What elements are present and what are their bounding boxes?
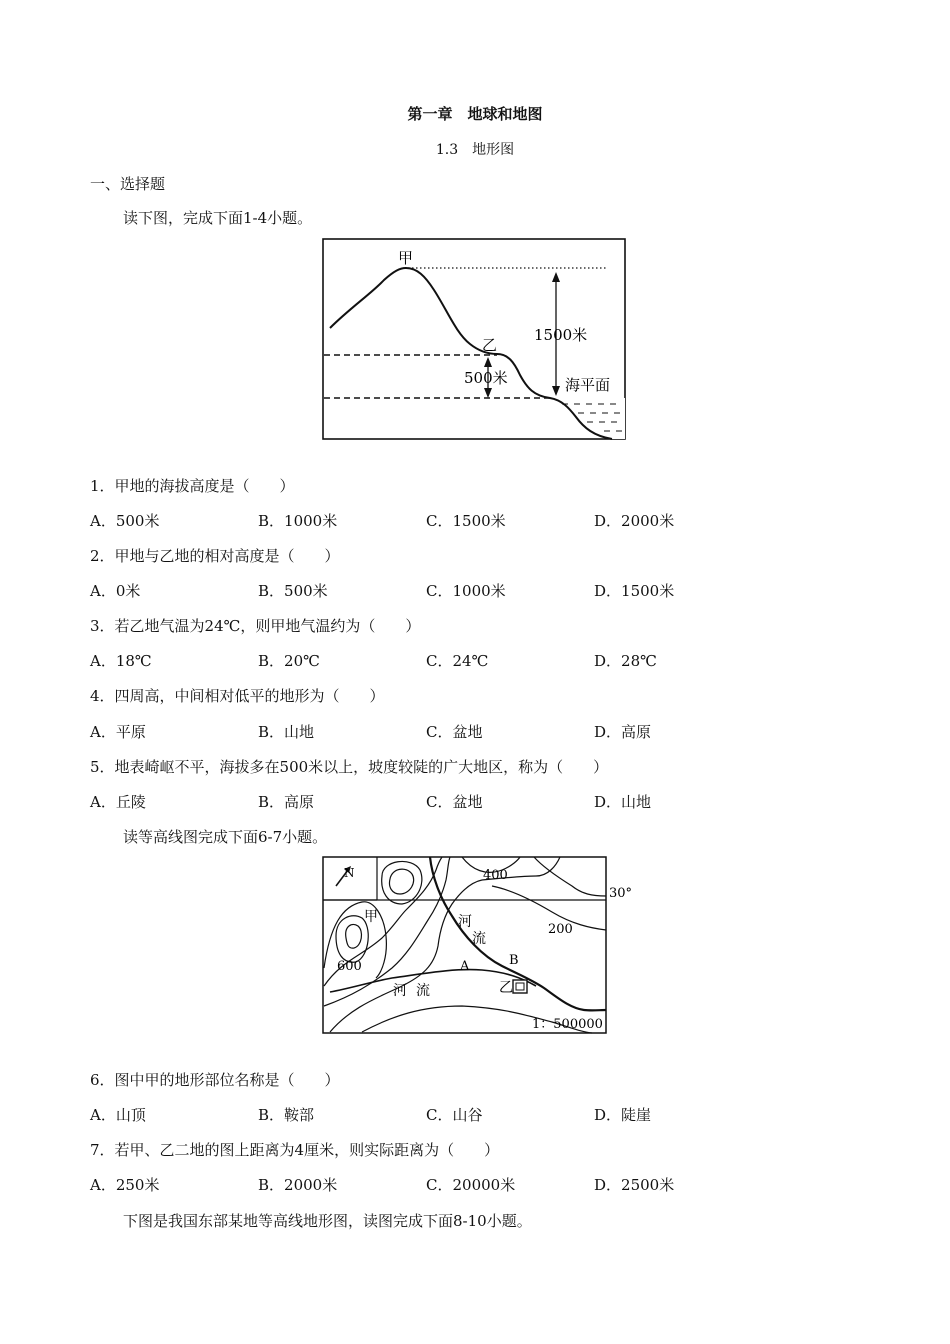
point-b-label: B [509,953,519,968]
yi-label: 乙 [499,980,513,996]
option-c: C．盆地 [426,793,483,811]
option-c: C．盆地 [426,723,483,741]
contour-label-400: 400 [483,868,508,883]
option-a: A．500米 [90,512,160,530]
option-d: D．2500米 [594,1176,675,1194]
option-a: A．平原 [90,723,146,741]
contour-label-200: 200 [548,922,573,937]
jia-label: 甲 [364,909,378,925]
river-label-he-2: 河 [393,983,407,999]
option-c: C．1500米 [426,512,506,530]
option-a: A．18℃ [90,652,152,670]
option-d: D．高原 [594,723,652,741]
option-b: B．1000米 [258,512,338,530]
option-a: A．丘陵 [90,793,146,811]
yi-marker [513,980,527,993]
option-b: B．高原 [258,793,315,811]
option-b: B．鞍部 [258,1106,315,1124]
option-d: D．28℃ [594,652,657,670]
option-d: D．陡崖 [594,1106,652,1124]
option-b: B．山地 [258,723,315,741]
option-c: C．山谷 [426,1106,483,1124]
option-a: A．250米 [90,1176,160,1194]
option-b: B．500米 [258,582,328,600]
option-a: A．山顶 [90,1106,146,1124]
question-stem: 3．若乙地气温为24℃，则甲地气温约为（ ） [90,617,421,635]
height-500-label: 500米 [464,369,508,387]
option-c: C．24℃ [426,652,489,670]
option-b: B．2000米 [258,1176,338,1194]
north-label: N [344,866,355,880]
intro-1-4: 读下图，完成下面1-4小题。 [123,209,313,227]
contour-label-600: 600 [337,959,362,974]
option-a: A．0米 [90,582,141,600]
elevation-profile-figure [322,238,627,441]
section-heading: 一、选择题 [90,175,166,193]
option-c: C．20000米 [426,1176,516,1194]
question-stem: 7．若甲、乙二地的图上距离为4厘米，则实际距离为（ ） [90,1141,500,1159]
option-c: C．1000米 [426,582,506,600]
question-stem: 5．地表崎岖不平，海拔多在500米以上，坡度较陡的广大地区，称为（ ） [90,758,609,776]
river-label-he-1: 河 [458,914,472,930]
option-d: D．2000米 [594,512,675,530]
scale-label: 1：500000 [532,1017,603,1032]
yi-label: 乙 [482,336,498,354]
option-d: D．山地 [594,793,652,811]
peak-label: 甲 [398,249,414,267]
question-stem: 2．甲地与乙地的相对高度是（ ） [90,547,340,565]
section-title: 1.3 地形图 [435,142,515,158]
option-d: D．1500米 [594,582,675,600]
question-stem: 1．甲地的海拔高度是（ ） [90,477,295,495]
contour-map-figure [322,856,636,1036]
point-a-label: A [460,959,470,974]
chapter-title: 第一章 地球和地图 [407,105,543,123]
question-stem: 6．图中甲的地形部位名称是（ ） [90,1071,340,1089]
option-b: B．20℃ [258,652,320,670]
intro-8-10: 下图是我国东部某地等高线地形图，读图完成下面8-10小题。 [123,1212,532,1230]
sea-level-label: 海平面 [565,376,611,394]
intro-6-7: 读等高线图完成下面6-7小题。 [123,828,328,846]
latitude-label: 30° [609,886,633,901]
question-stem: 4．四周高，中间相对低平的地形为（ ） [90,687,385,705]
river-label-liu-2: 流 [416,983,430,999]
river-label-liu-1: 流 [472,931,486,947]
height-1500-label: 1500米 [534,326,588,344]
